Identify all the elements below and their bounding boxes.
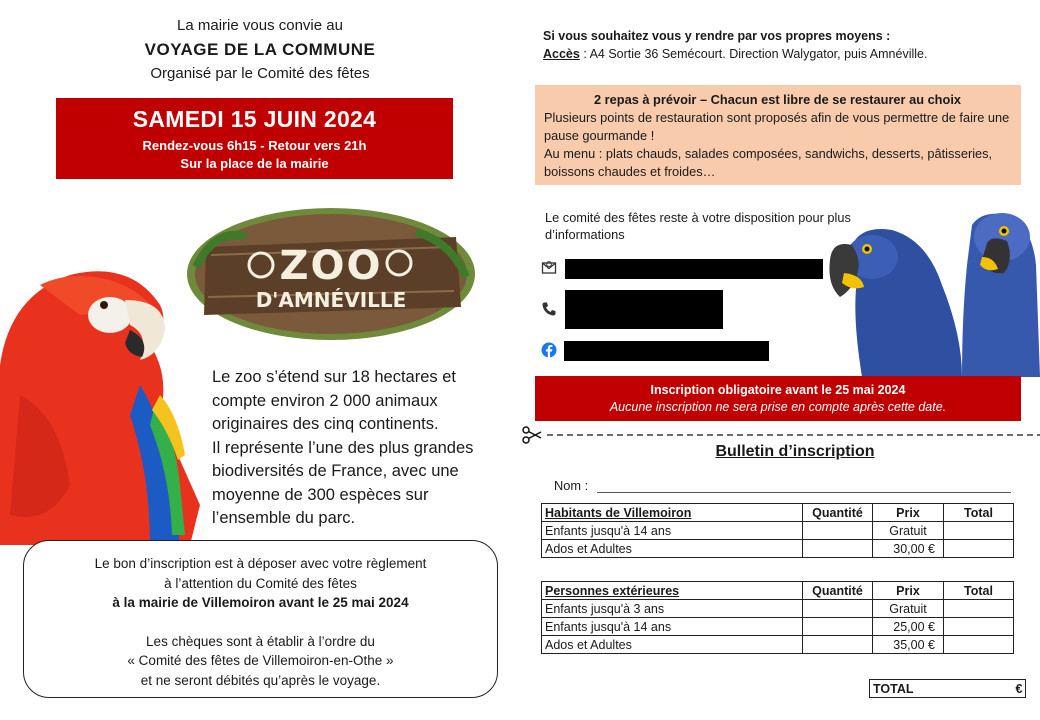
- invitation-line1: La mairie vous convie au: [177, 17, 343, 34]
- table-header: Prix: [873, 582, 944, 600]
- date-banner: [56, 98, 453, 179]
- outsiders-price-table: [541, 581, 1014, 654]
- access-title: Si vous souhaitez vous y rendre par vos propres moyens :: [543, 29, 891, 43]
- zoo-logo: [186, 207, 476, 341]
- price-cell: 35,00 €: [873, 636, 944, 654]
- table-header: Quantité: [803, 582, 873, 600]
- table-header-row: [542, 582, 1014, 600]
- redacted-email: [565, 259, 823, 279]
- event-date: SAMEDI 15 JUIN 2024: [132, 106, 377, 132]
- scissors-icon: [523, 427, 541, 443]
- table-header: Prix: [873, 504, 944, 522]
- residents-price-table: [541, 503, 1014, 558]
- zoo-description-line: Le zoo s’étend sur 18 hectares et: [212, 368, 456, 386]
- table-header-row: [542, 504, 1014, 522]
- deposit-line: Les chèques sont à établir à l’ordre du: [146, 633, 375, 649]
- zoo-description-line: Il représente l’une des plus grandes: [212, 438, 474, 457]
- grand-total-table: [869, 679, 1026, 698]
- table-header: Quantité: [803, 504, 873, 522]
- quantity-cell[interactable]: [803, 636, 873, 654]
- zoo-description-line: compte environ 2 000 animaux: [212, 391, 438, 410]
- phone-icon: [541, 301, 557, 317]
- meals-line: Au menu : plats chauds, salades composées, sandwichs, desserts, pâtisseries, boissons chaudes et froides…: [544, 146, 993, 179]
- zoo-description: [212, 366, 502, 531]
- committee-contact-text: Le comité des fêtes reste à votre disposition pour plus d’informations: [545, 210, 851, 242]
- cut-line: [521, 426, 1040, 444]
- total-cell[interactable]: [944, 636, 1014, 654]
- table-cell: Ados et Adultes: [542, 540, 803, 558]
- access-info: [543, 27, 1013, 63]
- table-row: [542, 618, 1014, 636]
- quantity-cell[interactable]: [803, 600, 873, 618]
- quantity-cell[interactable]: [803, 618, 873, 636]
- zoo-description-line: originaires des cinq continents.: [212, 415, 439, 433]
- facebook-icon[interactable]: [541, 342, 557, 358]
- name-field[interactable]: [597, 492, 1011, 493]
- signup-warning: Aucune inscription ne sera prise en compte après cette date.: [609, 400, 947, 414]
- event-times: Rendez-vous 6h15 - Retour vers 21h: [142, 138, 367, 153]
- invitation-organizer: Organisé par le Comité des fêtes: [150, 65, 370, 82]
- table-cell: Enfants jusqu'à 3 ans: [542, 600, 803, 618]
- table-cell: Enfants jusqu'à 14 ans: [542, 618, 803, 636]
- zoo-logo-text: ZOO: [279, 243, 383, 289]
- price-cell: 25,00 €: [873, 618, 944, 636]
- table-row: [542, 600, 1014, 618]
- table-header: Total: [944, 582, 1014, 600]
- event-place: Sur la place de la mairie: [180, 156, 329, 171]
- table-cell: Ados et Adultes: [542, 636, 803, 654]
- signup-deadline: Inscription obligatoire avant le 25 mai 2024: [650, 383, 906, 397]
- table-header: Personnes extérieures: [542, 582, 803, 600]
- quantity-cell[interactable]: [803, 522, 873, 540]
- meals-line: Plusieurs points de restauration sont proposés afin de vous permettre de faire une pause gourmande !: [544, 110, 1010, 143]
- total-cell[interactable]: [944, 540, 1014, 558]
- hyacinth-macaws-image: [822, 205, 1040, 377]
- invitation-header: [60, 14, 460, 86]
- table-cell: Enfants jusqu'à 14 ans: [542, 522, 803, 540]
- redacted-facebook: [564, 341, 769, 361]
- zoo-description-line: moyenne de 300 espèces sur: [212, 485, 429, 504]
- deposit-line: Le bon d’inscription est à déposer avec votre règlement: [94, 556, 427, 571]
- deposit-line: et ne seront débités qu’après le voyage.: [140, 672, 381, 688]
- zoo-description-line: biodiversités de France, avec une: [212, 462, 459, 480]
- total-cell[interactable]: [944, 600, 1014, 618]
- total-cell[interactable]: [944, 618, 1014, 636]
- access-directions: [543, 45, 1013, 63]
- scarlet-macaw-image: [0, 255, 200, 545]
- meals-info-box: [535, 85, 1021, 185]
- deposit-line: à l’attention du Comité des fêtes: [164, 575, 357, 591]
- name-label: Nom :: [554, 478, 589, 493]
- redacted-phone: [565, 290, 723, 329]
- price-cell: Gratuit: [873, 600, 944, 618]
- invitation-title: VOYAGE DE LA COMMUNE: [144, 40, 376, 59]
- quantity-cell[interactable]: [803, 540, 873, 558]
- price-cell: Gratuit: [873, 522, 944, 540]
- table-header: Habitants de Villemoiron: [542, 504, 803, 522]
- deposit-info-box: [23, 540, 498, 698]
- total-cell[interactable]: [944, 522, 1014, 540]
- access-text: : A4 Sortie 36 Semécourt. Direction Walygator, puis Amnéville.: [579, 47, 928, 61]
- deposit-deadline: à la mairie de Villemoiron avant le 25 mai 2024: [112, 595, 409, 610]
- meals-title: 2 repas à prévoir – Chacun est libre de se restaurer au choix: [593, 92, 961, 107]
- total-currency: €: [1013, 680, 1026, 698]
- zoo-logo-subtitle: D'AMNÉVILLE: [255, 288, 407, 312]
- table-row: [542, 540, 1014, 558]
- zoo-description-line: l’ensemble du parc.: [212, 509, 356, 527]
- access-label: Accès: [543, 47, 580, 61]
- mail-icon: [541, 259, 557, 275]
- bulletin-title: Bulletin d’inscription: [715, 443, 875, 460]
- table-row: [542, 636, 1014, 654]
- table-row: [542, 522, 1014, 540]
- total-label[interactable]: TOTAL: [870, 680, 1013, 698]
- price-cell: 30,00 €: [873, 540, 944, 558]
- deposit-line: « Comité des fêtes de Villemoiron-en-Othe »: [127, 653, 394, 668]
- signup-deadline-banner: [535, 376, 1021, 421]
- total-row: [870, 680, 1026, 698]
- table-header: Total: [944, 504, 1014, 522]
